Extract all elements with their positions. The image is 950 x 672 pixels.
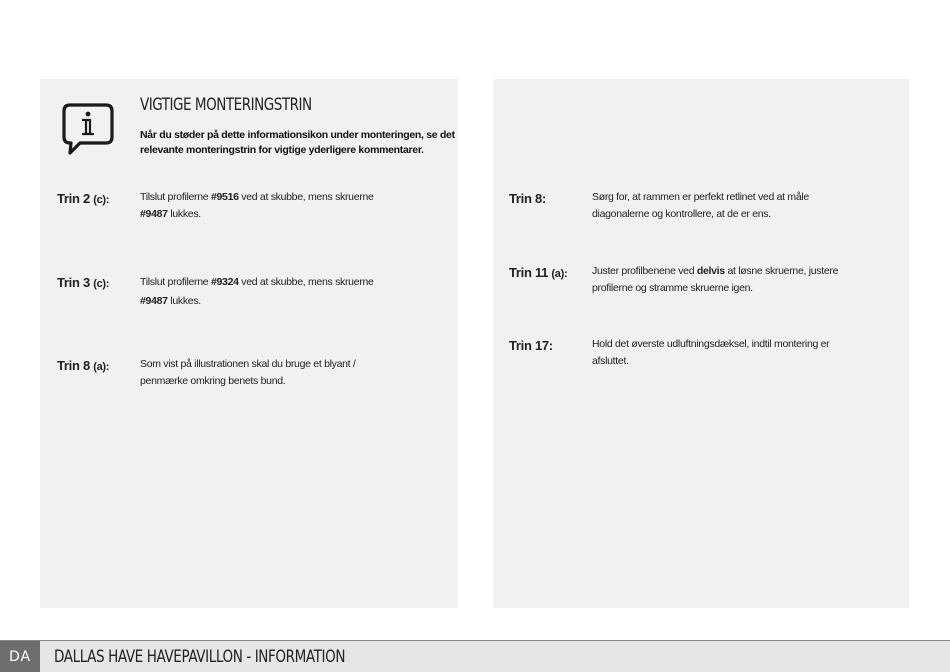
step-label: Trin 17: [509,338,553,353]
step-item [509,338,829,370]
text-run: ved at skubbe, mens skruerne [238,191,374,203]
text-run: Juster profilbenene ved [592,265,697,277]
text-run: penmærke omkring benets bund. [140,375,286,387]
step-suffix: (c): [93,194,110,206]
step-label: Trin 3 [57,275,90,290]
step-label: Trin 8: [509,191,546,206]
notice-title: VIGTIGE MONTERINGSTRIN [140,95,312,114]
part-number: #9516 [210,191,239,203]
text-run: at løsne skruerne, justere [724,265,839,277]
step-label: Trin 2 [57,191,90,206]
step-label: Trin 8 [57,358,90,373]
step-text [592,263,838,297]
step-text [140,356,356,390]
text-run: Tilslut profilerne [140,276,211,288]
footer-bar [0,640,950,672]
step-suffix: (c): [93,278,110,290]
step-text [592,336,829,370]
document-title: DALLAS HAVE HAVEPAVILLON - INFORMATION [54,647,346,666]
notice-intro: Når du støder på dette informationsikon under monteringen, se det relevante monteringstrin for vigtige yderligere kommentarer. [140,129,455,156]
text-run: profilerne og stramme skruerne igen. [592,282,753,294]
step-item [57,191,374,223]
text-run: lukkes. [167,295,201,307]
right-panel [493,79,909,608]
part-number: #9487 [140,295,168,307]
part-number: #9487 [140,208,168,220]
text-run: Tilslut profilerne [140,191,211,203]
text-run: lukkes. [167,208,201,220]
language-tab: DA [0,641,40,672]
part-number: #9324 [210,276,239,288]
text-run: Som vist på illustrationen skal du bruge et blyant / [140,358,356,370]
info-speech-bubble-icon [62,103,114,155]
part-number: delvis [696,265,725,277]
text-run: diagonalerne og kontrollere, at de er ens. [592,208,771,220]
step-label: Trin 11 [509,265,549,280]
text-run: afsluttet. [592,355,629,367]
step-item [509,265,838,297]
left-panel [40,79,458,608]
step-item [57,275,374,311]
step-text [592,189,809,223]
step-text [140,189,374,223]
text-run: Sørg for, at rammen er perfekt retlinet ved at måle [592,191,809,203]
text-run: ved at skubbe, mens skruerne [238,276,374,288]
step-text [140,273,374,311]
step-suffix: (a): [551,268,568,280]
step-suffix: (a): [93,361,110,373]
step-item [509,191,809,223]
text-run: Hold det øverste udluftningsdæksel, indtil montering er [592,338,830,350]
step-item [57,358,356,390]
